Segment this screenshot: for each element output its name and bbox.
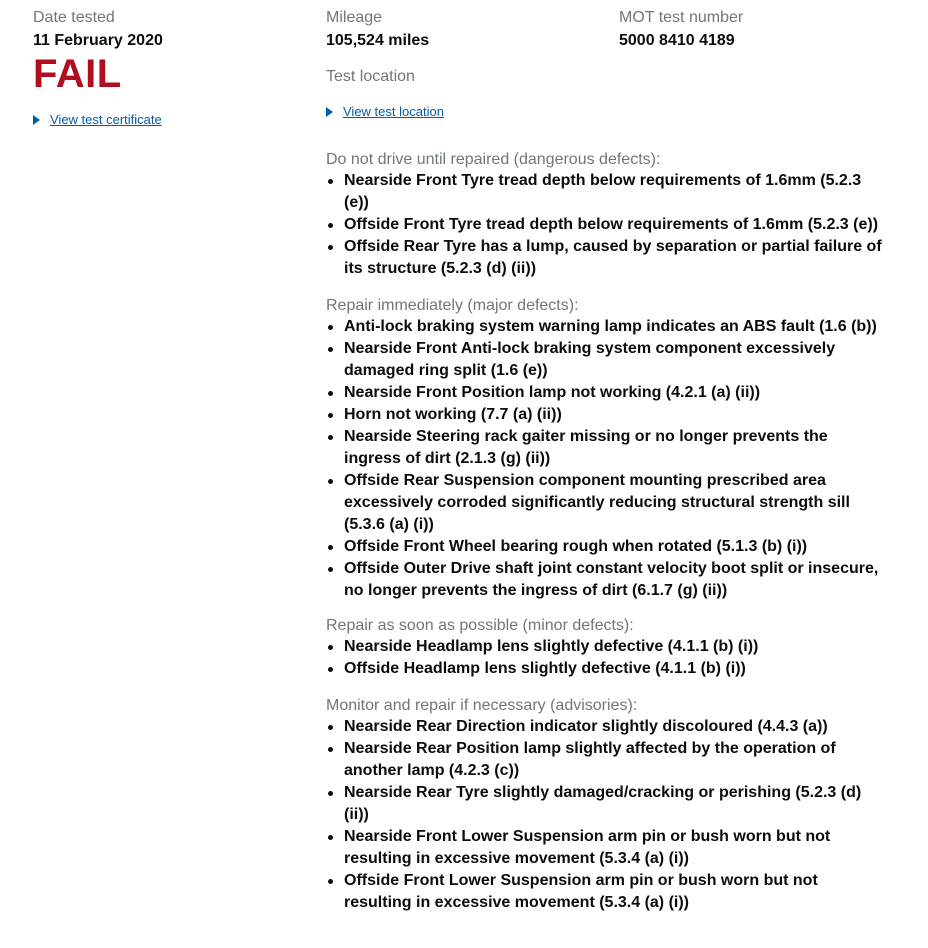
dangerous-defects-list [326, 170, 896, 280]
view-test-location-link[interactable] [326, 103, 896, 121]
defect-item [326, 636, 889, 658]
defect-item [326, 382, 889, 404]
defect-text: Offside Outer Drive shaft joint constant velocity boot split or insecure, no longer prevents the ingress of dirt (6.1.7 (g) (ii)) [344, 560, 879, 599]
bullet-icon [328, 747, 333, 752]
bullet-icon [328, 413, 333, 418]
defect-item [326, 536, 889, 558]
defect-text: Offside Front Tyre tread depth below requirements of 1.6mm (5.2.3 (e)) [344, 216, 879, 233]
bullet-icon [328, 835, 333, 840]
mot-test-number-label: MOT test number [619, 9, 744, 26]
date-result-column [33, 0, 303, 129]
defect-text: Offside Front Wheel bearing rough when rotated (5.1.3 (b) (i)) [344, 538, 808, 555]
disclosure-triangle-icon [33, 115, 40, 125]
minor-defects-heading: Repair as soon as possible (minor defects): [326, 617, 634, 634]
bullet-icon [328, 325, 333, 330]
defect-text: Nearside Steering rack gaiter missing or no longer prevents the ingress of dirt (2.1.3 (g) (ii)) [344, 428, 828, 467]
disclosure-triangle-icon [326, 107, 333, 117]
advisory-item [326, 870, 889, 914]
view-test-certificate-text[interactable]: View test certificate [50, 112, 162, 127]
test-result-badge: FAIL [33, 52, 122, 96]
defect-item [326, 316, 889, 338]
bullet-icon [328, 667, 333, 672]
bullet-icon [328, 223, 333, 228]
defect-item [326, 558, 889, 602]
advisory-text: Nearside Front Lower Suspension arm pin or bush worn but not resulting in excessive movement (5.3.4 (a) (i)) [344, 828, 831, 867]
advisory-item [326, 716, 889, 738]
mileage-value: 105,524 miles [326, 32, 430, 49]
minor-defects-section [326, 616, 896, 680]
dangerous-defects-heading: Do not drive until repaired (dangerous defects): [326, 151, 661, 168]
defect-text: Offside Headlamp lens slightly defective (4.1.1 (b) (i)) [344, 660, 746, 677]
bullet-icon [328, 879, 333, 884]
advisory-item [326, 826, 889, 870]
mileage-defects-column [326, 0, 896, 914]
mot-test-number-value: 5000 8410 4189 [619, 32, 735, 49]
defect-item [326, 404, 889, 426]
advisory-item [326, 738, 889, 782]
bullet-icon [328, 245, 333, 250]
advisory-text: Nearside Rear Tyre slightly damaged/cracking or perishing (5.2.3 (d) (ii)) [344, 784, 862, 823]
advisory-text: Nearside Rear Direction indicator slightly discoloured (4.4.3 (a)) [344, 718, 828, 735]
defect-text: Offside Rear Tyre has a lump, caused by separation or partial failure of its structure (5.2.3 (d) (ii)) [344, 238, 882, 277]
defect-item [326, 170, 889, 214]
bullet-icon [328, 435, 333, 440]
advisories-heading: Monitor and repair if necessary (advisories): [326, 697, 638, 714]
defect-item [326, 426, 889, 470]
defect-text: Offside Rear Suspension component mounting prescribed area excessively corroded significantly reducing structural strength sill (5.3.6 (a) (i)) [344, 472, 850, 533]
mileage-label: Mileage [326, 9, 383, 26]
bullet-icon [328, 645, 333, 650]
bullet-icon [328, 725, 333, 730]
major-defects-list [326, 316, 896, 602]
defect-text: Nearside Headlamp lens slightly defective (4.1.1 (b) (i)) [344, 638, 759, 655]
view-test-location-text[interactable]: View test location [343, 104, 444, 119]
bullet-icon [328, 347, 333, 352]
date-tested-value: 11 February 2020 [33, 32, 163, 49]
defect-text: Nearside Front Tyre tread depth below requirements of 1.6mm (5.2.3 (e)) [344, 172, 862, 211]
bullet-icon [328, 391, 333, 396]
defect-item [326, 236, 889, 280]
defect-text: Nearside Front Anti-lock braking system component excessively damaged ring split (1.6 (e)) [344, 340, 836, 379]
defect-item [326, 214, 889, 236]
bullet-icon [328, 545, 333, 550]
defect-item [326, 338, 889, 382]
defect-item [326, 658, 889, 680]
major-defects-heading: Repair immediately (major defects): [326, 297, 579, 314]
advisory-item [326, 782, 889, 826]
major-defects-section [326, 296, 896, 602]
dangerous-defects-section [326, 150, 896, 280]
bullet-icon [328, 479, 333, 484]
bullet-icon [328, 791, 333, 796]
defect-text: Horn not working (7.7 (a) (ii)) [344, 406, 562, 423]
advisories-section [326, 696, 896, 914]
defect-item [326, 470, 889, 536]
defect-text: Nearside Front Position lamp not working (4.2.1 (a) (ii)) [344, 384, 761, 401]
defect-text: Anti-lock braking system warning lamp indicates an ABS fault (1.6 (b)) [344, 318, 877, 335]
bullet-icon [328, 567, 333, 572]
date-tested-label: Date tested [33, 9, 115, 26]
minor-defects-list [326, 636, 896, 680]
advisories-list [326, 716, 896, 914]
advisory-text: Nearside Rear Position lamp slightly affected by the operation of another lamp (4.2.3 (c)) [344, 740, 836, 779]
view-test-certificate-link[interactable] [33, 111, 303, 129]
test-location-label: Test location [326, 68, 415, 85]
bullet-icon [328, 179, 333, 184]
advisory-text: Offside Front Lower Suspension arm pin or bush worn but not resulting in excessive movement (5.3.4 (a) (i)) [344, 872, 818, 911]
